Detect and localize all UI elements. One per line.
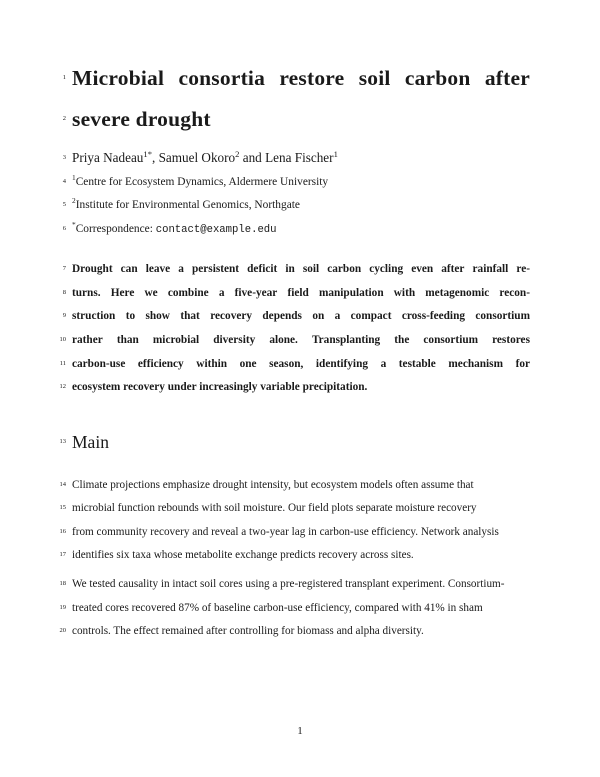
author-separator: , xyxy=(151,150,159,165)
affiliation-marker: 2 xyxy=(72,196,76,205)
affiliation-text: Centre for Ecosystem Dynamics, Aldermere University xyxy=(75,176,329,188)
author-separator: and xyxy=(239,150,266,165)
author-affiliation-marker: 1 xyxy=(333,149,338,159)
author-name: Lena Fischer xyxy=(265,150,334,165)
author-affiliation-marker: 1* xyxy=(143,149,152,159)
correspondence xyxy=(72,220,277,236)
correspondence-email[interactable]: contact@example.edu xyxy=(155,224,277,236)
author-list xyxy=(72,149,338,165)
affiliation xyxy=(72,173,329,188)
author-affiliation-marker: 2 xyxy=(235,149,240,159)
affiliation xyxy=(72,196,300,211)
correspondence-marker: * xyxy=(72,220,76,229)
affiliation-text: Institute for Environmental Genomics, Northgate xyxy=(75,199,300,211)
affiliation-marker: 1 xyxy=(72,173,76,182)
author-name: Priya Nadeau xyxy=(72,150,144,165)
author-name: Samuel Okoro xyxy=(158,150,236,165)
correspondence-label: Correspondence: xyxy=(75,223,156,235)
